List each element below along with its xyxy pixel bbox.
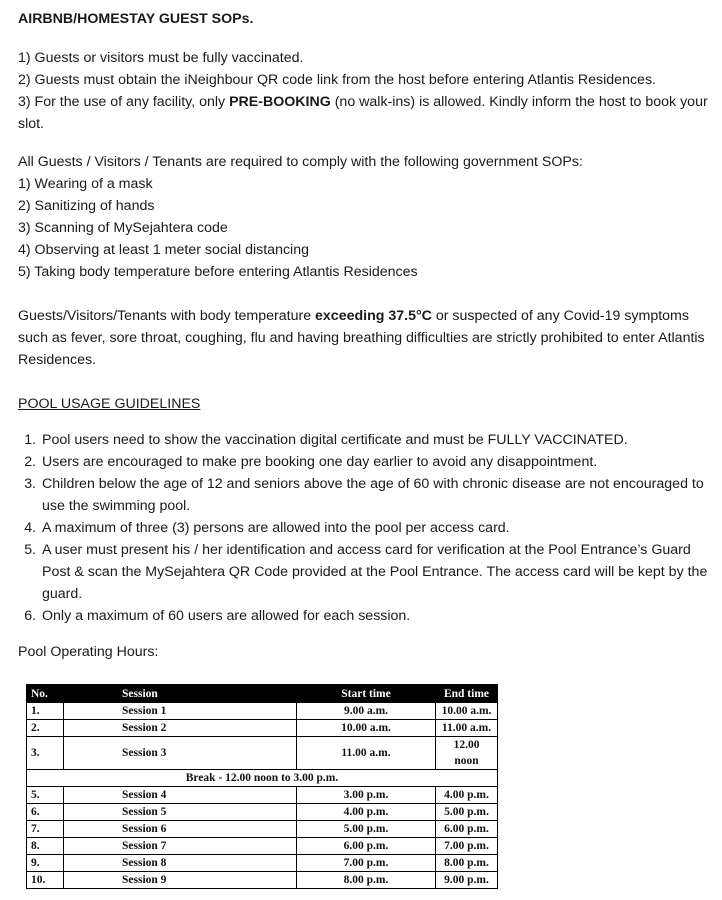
cell-session: Session 3 [64, 737, 297, 770]
break-label: Break - 12.00 noon to 3.00 p.m. [27, 770, 498, 787]
government-sop-item: 4) Observing at least 1 meter social distancing [18, 242, 309, 258]
cell-start: 10.00 a.m. [297, 720, 436, 737]
cell-no: 7. [27, 821, 64, 838]
pool-hours-title: Pool Operating Hours: [18, 644, 159, 660]
cell-session: Session 2 [64, 720, 297, 737]
cell-start: 4.00 p.m. [297, 804, 436, 821]
pool-rule-item: 6. Only a maximum of 60 users are allowed for each session. [40, 605, 708, 627]
cell-session: Session 8 [64, 855, 297, 872]
table-row [27, 821, 498, 838]
pool-rule-item: 4. A maximum of three (3) persons are allowed into the pool per access card. [40, 517, 708, 539]
cell-no: 1. [27, 703, 64, 720]
cell-end: 5.00 p.m. [436, 804, 498, 821]
pool-rule-item: 3. Children below the age of 12 and seniors above the age of 60 with chronic disease are not encouraged to use the swimming pool. [40, 473, 708, 517]
cell-no: 8. [27, 838, 64, 855]
guest-rule-3-post: (no walk-ins) is allowed. Kindly inform the host to book your slot. [18, 94, 708, 132]
cell-end: 4.00 p.m. [436, 787, 498, 804]
cell-no: 2. [27, 720, 64, 737]
table-row [27, 703, 498, 720]
cell-session: Session 1 [64, 703, 297, 720]
temperature-notice-bold: exceeding 37.5°C [315, 308, 432, 324]
header-start-time: Start time [297, 685, 436, 703]
header-no: No. [27, 685, 64, 703]
guest-rules [18, 47, 708, 135]
cell-end: 6.00 p.m. [436, 821, 498, 838]
cell-no: 10. [27, 872, 64, 889]
cell-end: 8.00 p.m. [436, 855, 498, 872]
cell-start: 11.00 a.m. [297, 737, 436, 770]
cell-session: Session 9 [64, 872, 297, 889]
cell-no: 9. [27, 855, 64, 872]
temperature-notice [18, 305, 708, 371]
government-sops-list [18, 173, 708, 283]
pool-rule-item: 5. A user must present his / her identification and access card for verification at the Pool Entrance’s Guard Post & scan the MySejahtera QR Code provided at the Pool Entrance. The access card will be kept by the guard. [40, 539, 708, 605]
cell-end: 9.00 p.m. [436, 872, 498, 889]
cell-start: 6.00 p.m. [297, 838, 436, 855]
temperature-notice-post: or suspected of any Covid-19 symptoms such as fever, sore throat, coughing, flu and having breathing difficulties are strictly prohibited to enter Atlantis Residences. [18, 308, 705, 368]
cell-end: 12.00 noon [436, 737, 498, 770]
pool-rule-item: 2. Users are encouraged to make pre booking one day earlier to avoid any disappointment. [40, 451, 708, 473]
cell-no: 3. [27, 737, 64, 770]
guest-rule-3-bold: PRE-BOOKING [229, 94, 331, 110]
cell-start: 8.00 p.m. [297, 872, 436, 889]
table-row [27, 737, 498, 770]
cell-end: 11.00 a.m. [436, 720, 498, 737]
table-row [27, 855, 498, 872]
government-sop-item: 5) Taking body temperature before entering Atlantis Residences [18, 264, 418, 280]
document-page [18, 8, 708, 663]
cell-session: Session 4 [64, 787, 297, 804]
table-break-row [27, 770, 498, 787]
cell-start: 5.00 p.m. [297, 821, 436, 838]
table-row [27, 787, 498, 804]
cell-session: Session 5 [64, 804, 297, 821]
table-row [27, 720, 498, 737]
cell-no: 5. [27, 787, 64, 804]
table-header-row [27, 685, 498, 703]
cell-end: 10.00 a.m. [436, 703, 498, 720]
table-row [27, 872, 498, 889]
guest-rule-1: 1) Guests or visitors must be fully vaccinated. [18, 50, 304, 66]
cell-start: 3.00 p.m. [297, 787, 436, 804]
cell-session: Session 7 [64, 838, 297, 855]
guest-rule-3-pre: 3) For the use of any facility, only [18, 94, 230, 110]
header-end-time: End time [436, 685, 498, 703]
cell-end: 7.00 p.m. [436, 838, 498, 855]
government-sops-intro: All Guests / Visitors / Tenants are required to comply with the following government SOPs: [18, 154, 583, 170]
pool-guidelines-heading: POOL USAGE GUIDELINES [18, 396, 201, 412]
header-session: Session [64, 685, 297, 703]
cell-start: 7.00 p.m. [297, 855, 436, 872]
government-sop-item: 1) Wearing of a mask [18, 176, 153, 192]
document-title: AIRBNB/HOMESTAY GUEST SOPs. [18, 11, 254, 27]
table-row [27, 804, 498, 821]
pool-schedule-table [26, 684, 498, 889]
cell-session: Session 6 [64, 821, 297, 838]
table-row [27, 838, 498, 855]
temperature-notice-pre: Guests/Visitors/Tenants with body temperature [18, 308, 316, 324]
cell-start: 9.00 a.m. [297, 703, 436, 720]
government-sop-item: 2) Sanitizing of hands [18, 198, 155, 214]
cell-no: 6. [27, 804, 64, 821]
guest-rule-3 [18, 91, 708, 135]
government-sop-item: 3) Scanning of MySejahtera code [18, 220, 228, 236]
guest-rule-2: 2) Guests must obtain the iNeighbour QR code link from the host before entering Atlantis Residences. [18, 72, 656, 88]
pool-guidelines-list [18, 429, 708, 627]
pool-rule-item: 1. Pool users need to show the vaccination digital certificate and must be FULLY VACCINATED. [40, 429, 708, 451]
